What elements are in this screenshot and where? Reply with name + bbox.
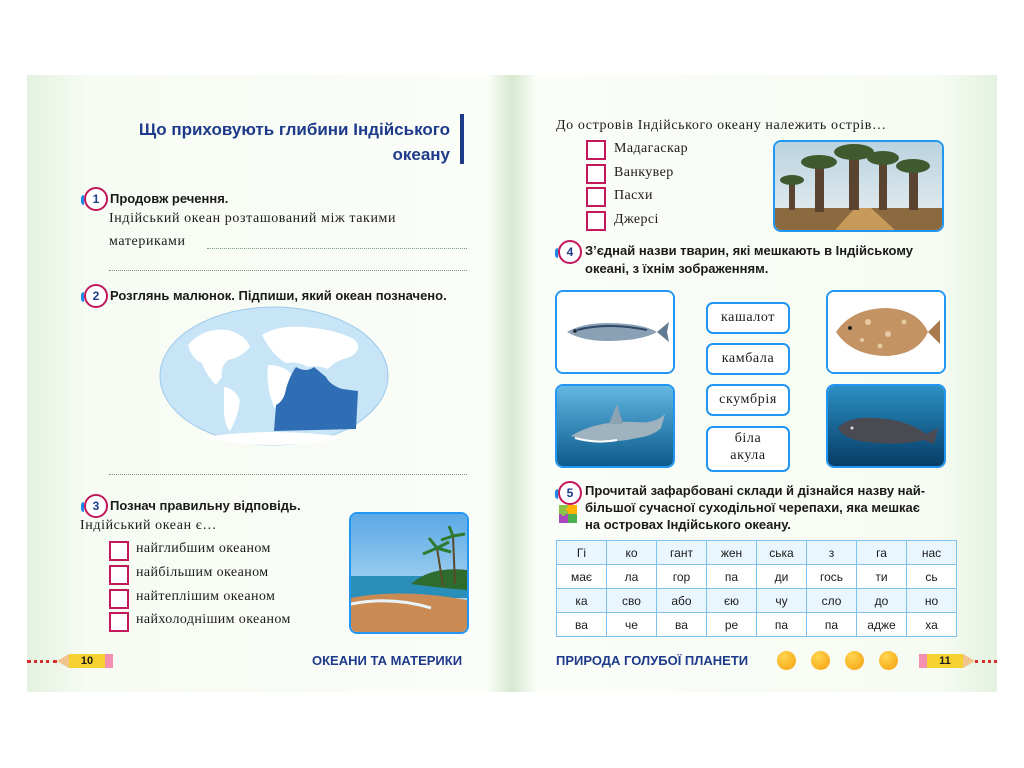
page-number-right: 11: [927, 654, 963, 668]
word-card-line1: біла: [734, 431, 762, 446]
syllable-cell[interactable]: або: [657, 589, 707, 613]
page-title: Що приховують глибини Індійського океану: [138, 120, 450, 164]
task-number-1: 1: [84, 187, 108, 211]
smiley-icon[interactable]: [777, 651, 796, 670]
baobab-icon: [773, 140, 944, 232]
syllable-cell[interactable]: жен: [707, 541, 757, 565]
task2-instruction: Розглянь малюнок. Підпиши, який океан позначено.: [110, 288, 447, 303]
answer-checkbox[interactable]: [586, 211, 606, 231]
syllable-cell[interactable]: нас: [907, 541, 957, 565]
word-card-line2: акула: [730, 448, 766, 463]
island-option: Ванкувер: [614, 165, 674, 180]
syllable-cell[interactable]: чу: [757, 589, 807, 613]
islands-prompt: До островів Індійського океану належить острів…: [556, 118, 887, 133]
sperm-whale-icon[interactable]: [826, 384, 946, 468]
answer-line[interactable]: [109, 270, 467, 271]
book-gutter: [489, 75, 535, 692]
task3-prompt: Індійський океан є…: [80, 518, 217, 533]
syllable-cell[interactable]: ко: [607, 541, 657, 565]
task1-sentence-line2: материками: [109, 234, 186, 249]
syllable-cell[interactable]: гось: [807, 565, 857, 589]
word-card[interactable]: [706, 426, 790, 472]
option-label: найбільшим океаном: [136, 565, 269, 580]
answer-checkbox[interactable]: [109, 565, 129, 585]
answer-line[interactable]: [109, 474, 467, 475]
task-number-2: 2: [84, 284, 108, 308]
syllable-cell[interactable]: че: [607, 613, 657, 637]
task5-instruction-line2: більшої сучасної суходільної черепахи, яка мешкає: [585, 500, 920, 515]
pencil-eraser: [919, 654, 927, 668]
syllable-cell[interactable]: ха: [907, 613, 957, 637]
syllable-cell[interactable]: Гі: [557, 541, 607, 565]
syllable-table: [556, 540, 957, 637]
task-number-3: 3: [84, 494, 108, 518]
syllable-cell[interactable]: па: [757, 613, 807, 637]
table-row: [557, 565, 957, 589]
task5-instruction-line1: Прочитай зафарбовані склади й дізнайся назву най-: [585, 483, 926, 498]
answer-line[interactable]: [207, 248, 467, 249]
mackerel-icon[interactable]: [555, 290, 675, 374]
syllable-cell[interactable]: гант: [657, 541, 707, 565]
task1-instruction: Продовж речення.: [110, 191, 229, 206]
smiley-icon[interactable]: [845, 651, 864, 670]
flounder-icon[interactable]: [826, 290, 946, 374]
word-card[interactable]: кашалот: [706, 302, 790, 334]
syllable-cell[interactable]: з: [807, 541, 857, 565]
section-title-right: ПРИРОДА ГОЛУБОЇ ПЛАНЕТИ: [556, 653, 749, 668]
table-row: [557, 589, 957, 613]
beach-icon: [349, 512, 469, 634]
smiley-icon[interactable]: [811, 651, 830, 670]
syllable-cell[interactable]: має: [557, 565, 607, 589]
syllable-cell[interactable]: єю: [707, 589, 757, 613]
option-label: найхолоднішим океаном: [136, 612, 291, 627]
pencil-icon: [57, 654, 69, 668]
syllable-cell[interactable]: сво: [607, 589, 657, 613]
dotted-trail: [975, 660, 997, 665]
syllable-cell[interactable]: па: [807, 613, 857, 637]
syllable-cell[interactable]: адже: [857, 613, 907, 637]
syllable-cell[interactable]: ре: [707, 613, 757, 637]
syllable-cell[interactable]: га: [857, 541, 907, 565]
world-map-icon: [158, 305, 390, 447]
task-number-5: 5: [558, 481, 582, 505]
word-card[interactable]: камбала: [706, 343, 790, 375]
syllable-cell[interactable]: сло: [807, 589, 857, 613]
island-option: Джерсі: [614, 212, 659, 227]
island-option: Пасхи: [614, 188, 653, 203]
task1-sentence-line1: Індійський океан розташований між такими: [109, 211, 397, 226]
smiley-icon[interactable]: [879, 651, 898, 670]
option-label: найглибшим океаном: [136, 541, 271, 556]
puzzle-icon: [559, 505, 577, 523]
task5-instruction-line3: на островах Індійського океану.: [585, 517, 791, 532]
pencil-eraser: [105, 654, 113, 668]
task4-instruction-line2: океані, з їхнім зображенням.: [585, 261, 769, 276]
syllable-cell[interactable]: сь: [907, 565, 957, 589]
syllable-cell[interactable]: ська: [757, 541, 807, 565]
answer-checkbox[interactable]: [109, 589, 129, 609]
syllable-cell[interactable]: ти: [857, 565, 907, 589]
syllable-cell[interactable]: ва: [657, 613, 707, 637]
section-title-left: ОКЕАНИ ТА МАТЕРИКИ: [312, 653, 463, 668]
task3-instruction: Познач правильну відповідь.: [110, 498, 301, 513]
pencil-icon: [963, 654, 975, 668]
title-accent-bar: [460, 114, 464, 164]
option-label: найтеплішим океаном: [136, 589, 276, 604]
answer-checkbox[interactable]: [109, 612, 129, 632]
table-row: [557, 613, 957, 637]
answer-checkbox[interactable]: [586, 164, 606, 184]
shark-icon[interactable]: [555, 384, 675, 468]
island-option: Мадагаскар: [614, 141, 688, 156]
syllable-cell[interactable]: па: [707, 565, 757, 589]
answer-checkbox[interactable]: [586, 140, 606, 160]
answer-checkbox[interactable]: [586, 187, 606, 207]
syllable-cell[interactable]: но: [907, 589, 957, 613]
word-card[interactable]: скумбрія: [706, 384, 790, 416]
answer-checkbox[interactable]: [109, 541, 129, 561]
syllable-cell[interactable]: ка: [557, 589, 607, 613]
syllable-cell[interactable]: гор: [657, 565, 707, 589]
page-number-left: 10: [69, 654, 105, 668]
syllable-cell[interactable]: до: [857, 589, 907, 613]
task4-instruction-line1: З’єднай назви тварин, які мешкають в Індійському: [585, 243, 914, 258]
table-row: [557, 541, 957, 565]
syllable-cell[interactable]: ди: [757, 565, 807, 589]
syllable-cell[interactable]: ва: [557, 613, 607, 637]
task-number-4: 4: [558, 240, 582, 264]
syllable-cell[interactable]: ла: [607, 565, 657, 589]
dotted-trail: [27, 660, 57, 665]
